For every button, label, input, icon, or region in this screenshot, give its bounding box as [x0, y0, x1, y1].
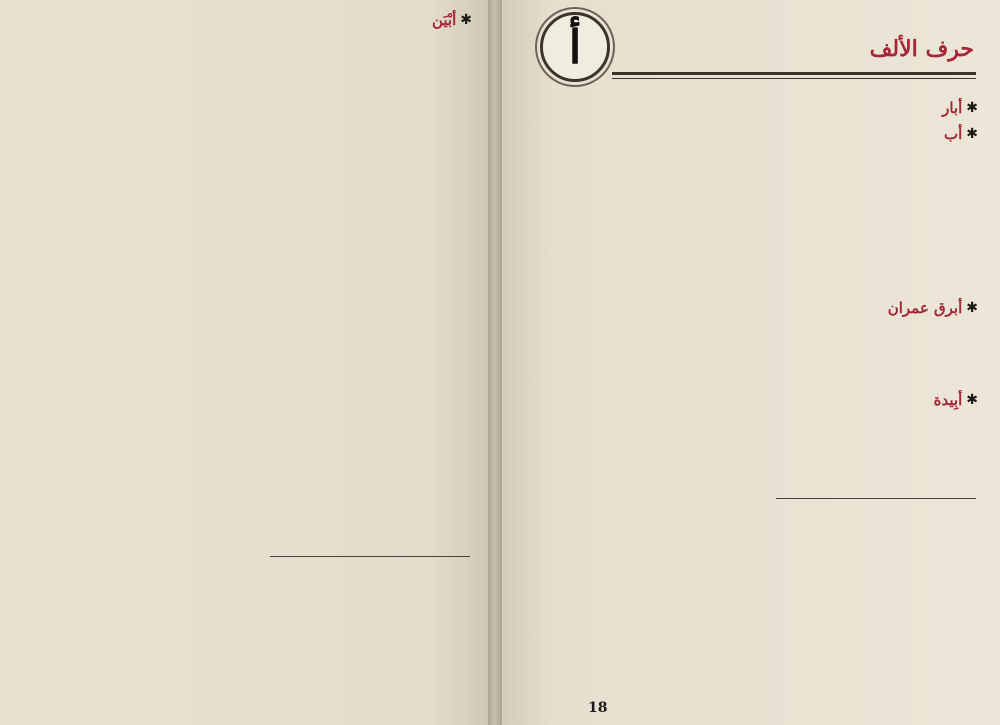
- verse-hemistich: [32, 390, 227, 410]
- text-line: [513, 244, 978, 264]
- verse-hemistich: [32, 294, 227, 314]
- footnote-line: [513, 518, 978, 532]
- footnote-line: [17, 674, 472, 688]
- text-line: [17, 70, 472, 90]
- left-page: [0, 0, 492, 725]
- footnote-line: [17, 562, 472, 576]
- chapter-title-rule: [612, 72, 976, 79]
- footnote-line: [513, 560, 978, 574]
- footnote-line: [513, 616, 978, 630]
- entry-abar: [513, 98, 978, 118]
- paragraph-3: [17, 488, 472, 548]
- text-line: [17, 230, 472, 250]
- verse-hemistich: [257, 366, 452, 386]
- text-line: [17, 190, 472, 210]
- headword: أَبْيَن: [431, 11, 457, 29]
- chapter-title: حرف الألف: [869, 36, 974, 62]
- footnote-line: [513, 602, 978, 616]
- entry-abraq-imran: [513, 298, 978, 338]
- text-line: [17, 90, 472, 110]
- footnotes: [513, 504, 978, 686]
- footnote-line: [17, 604, 472, 618]
- verse-hemistich: [257, 390, 452, 410]
- footnote-line: [513, 658, 978, 672]
- footnote-line: [513, 644, 978, 658]
- text-line: [513, 224, 978, 244]
- entry-headline: [513, 98, 978, 118]
- entry-abida: [513, 390, 978, 450]
- text-line: [17, 528, 472, 548]
- verse-hemistich: [32, 414, 227, 434]
- footnote-line: [513, 630, 978, 644]
- footnote-line: [17, 660, 472, 674]
- text-line: [513, 164, 978, 184]
- text-line: [17, 250, 472, 270]
- footnote-line: [513, 672, 978, 686]
- text-line: [513, 204, 978, 224]
- star-icon: ✱: [966, 392, 978, 408]
- verse-hemistich: [32, 318, 227, 338]
- verse-hemistich: [32, 342, 227, 362]
- footnote-line: [513, 504, 978, 518]
- text-line: [513, 264, 978, 284]
- text-line: [513, 410, 978, 430]
- footnotes: [17, 562, 472, 716]
- verse-hemistich: [257, 126, 452, 146]
- footnote-line: [513, 546, 978, 560]
- verse-block-right: [530, 344, 960, 364]
- text-line: [17, 50, 472, 70]
- footnote-line: [17, 590, 472, 604]
- footnote-line: [17, 688, 472, 702]
- text-line: [17, 210, 472, 230]
- headword: أَب: [943, 125, 963, 143]
- headword: أَبِيدة: [933, 391, 963, 409]
- headword: أَبرق عمران: [887, 299, 963, 317]
- footnote-line: [513, 574, 978, 588]
- entry-headline: [513, 124, 978, 144]
- verse-hemistich: [760, 344, 960, 364]
- verse-block-2: [32, 294, 452, 458]
- verse-hemistich: [257, 294, 452, 314]
- star-icon: ✱: [966, 100, 978, 116]
- entry-ab: [513, 124, 978, 284]
- footnote-line: [513, 532, 978, 546]
- chapter-letter: أ: [568, 20, 582, 74]
- footnote-line: [513, 588, 978, 602]
- text-line: [17, 30, 472, 50]
- footnote-rule: [270, 556, 470, 557]
- entry-headline: [17, 10, 472, 30]
- page-number: 18: [588, 700, 608, 716]
- headword: أُبار: [942, 99, 963, 117]
- footnote-line: [17, 646, 472, 660]
- text-line: [17, 508, 472, 528]
- star-icon: ✱: [966, 126, 978, 142]
- verse-hemistich: [257, 438, 452, 458]
- text-line: [17, 488, 472, 508]
- verse-hemistich: [257, 318, 452, 338]
- verse-hemistich: [257, 146, 452, 166]
- verse-hemistich: [32, 366, 227, 386]
- verse-hemistich: [32, 438, 227, 458]
- verse-hemistich: [530, 344, 730, 364]
- book-gutter: [488, 0, 502, 725]
- text-line: [513, 318, 978, 338]
- footnote-line: [17, 618, 472, 632]
- text-line: [513, 430, 978, 450]
- entry-headline: [513, 298, 978, 318]
- star-icon: ✱: [460, 12, 472, 28]
- text-line: [513, 144, 978, 164]
- text-line: [513, 184, 978, 204]
- entry-headline: [513, 390, 978, 410]
- footnote-rule: [776, 498, 976, 499]
- verse-hemistich: [257, 414, 452, 434]
- verse-hemistich: [32, 146, 227, 166]
- footnote-line: [17, 702, 472, 716]
- verse-hemistich: [32, 126, 227, 146]
- star-icon: ✱: [966, 300, 978, 316]
- verse-hemistich: [257, 342, 452, 362]
- paragraph-2: [17, 190, 472, 270]
- chapter-letter-emblem: [540, 12, 610, 82]
- right-page: [492, 0, 1000, 725]
- footnote-line: [17, 576, 472, 590]
- verse-block-1: [32, 126, 452, 166]
- footnote-line: [17, 632, 472, 646]
